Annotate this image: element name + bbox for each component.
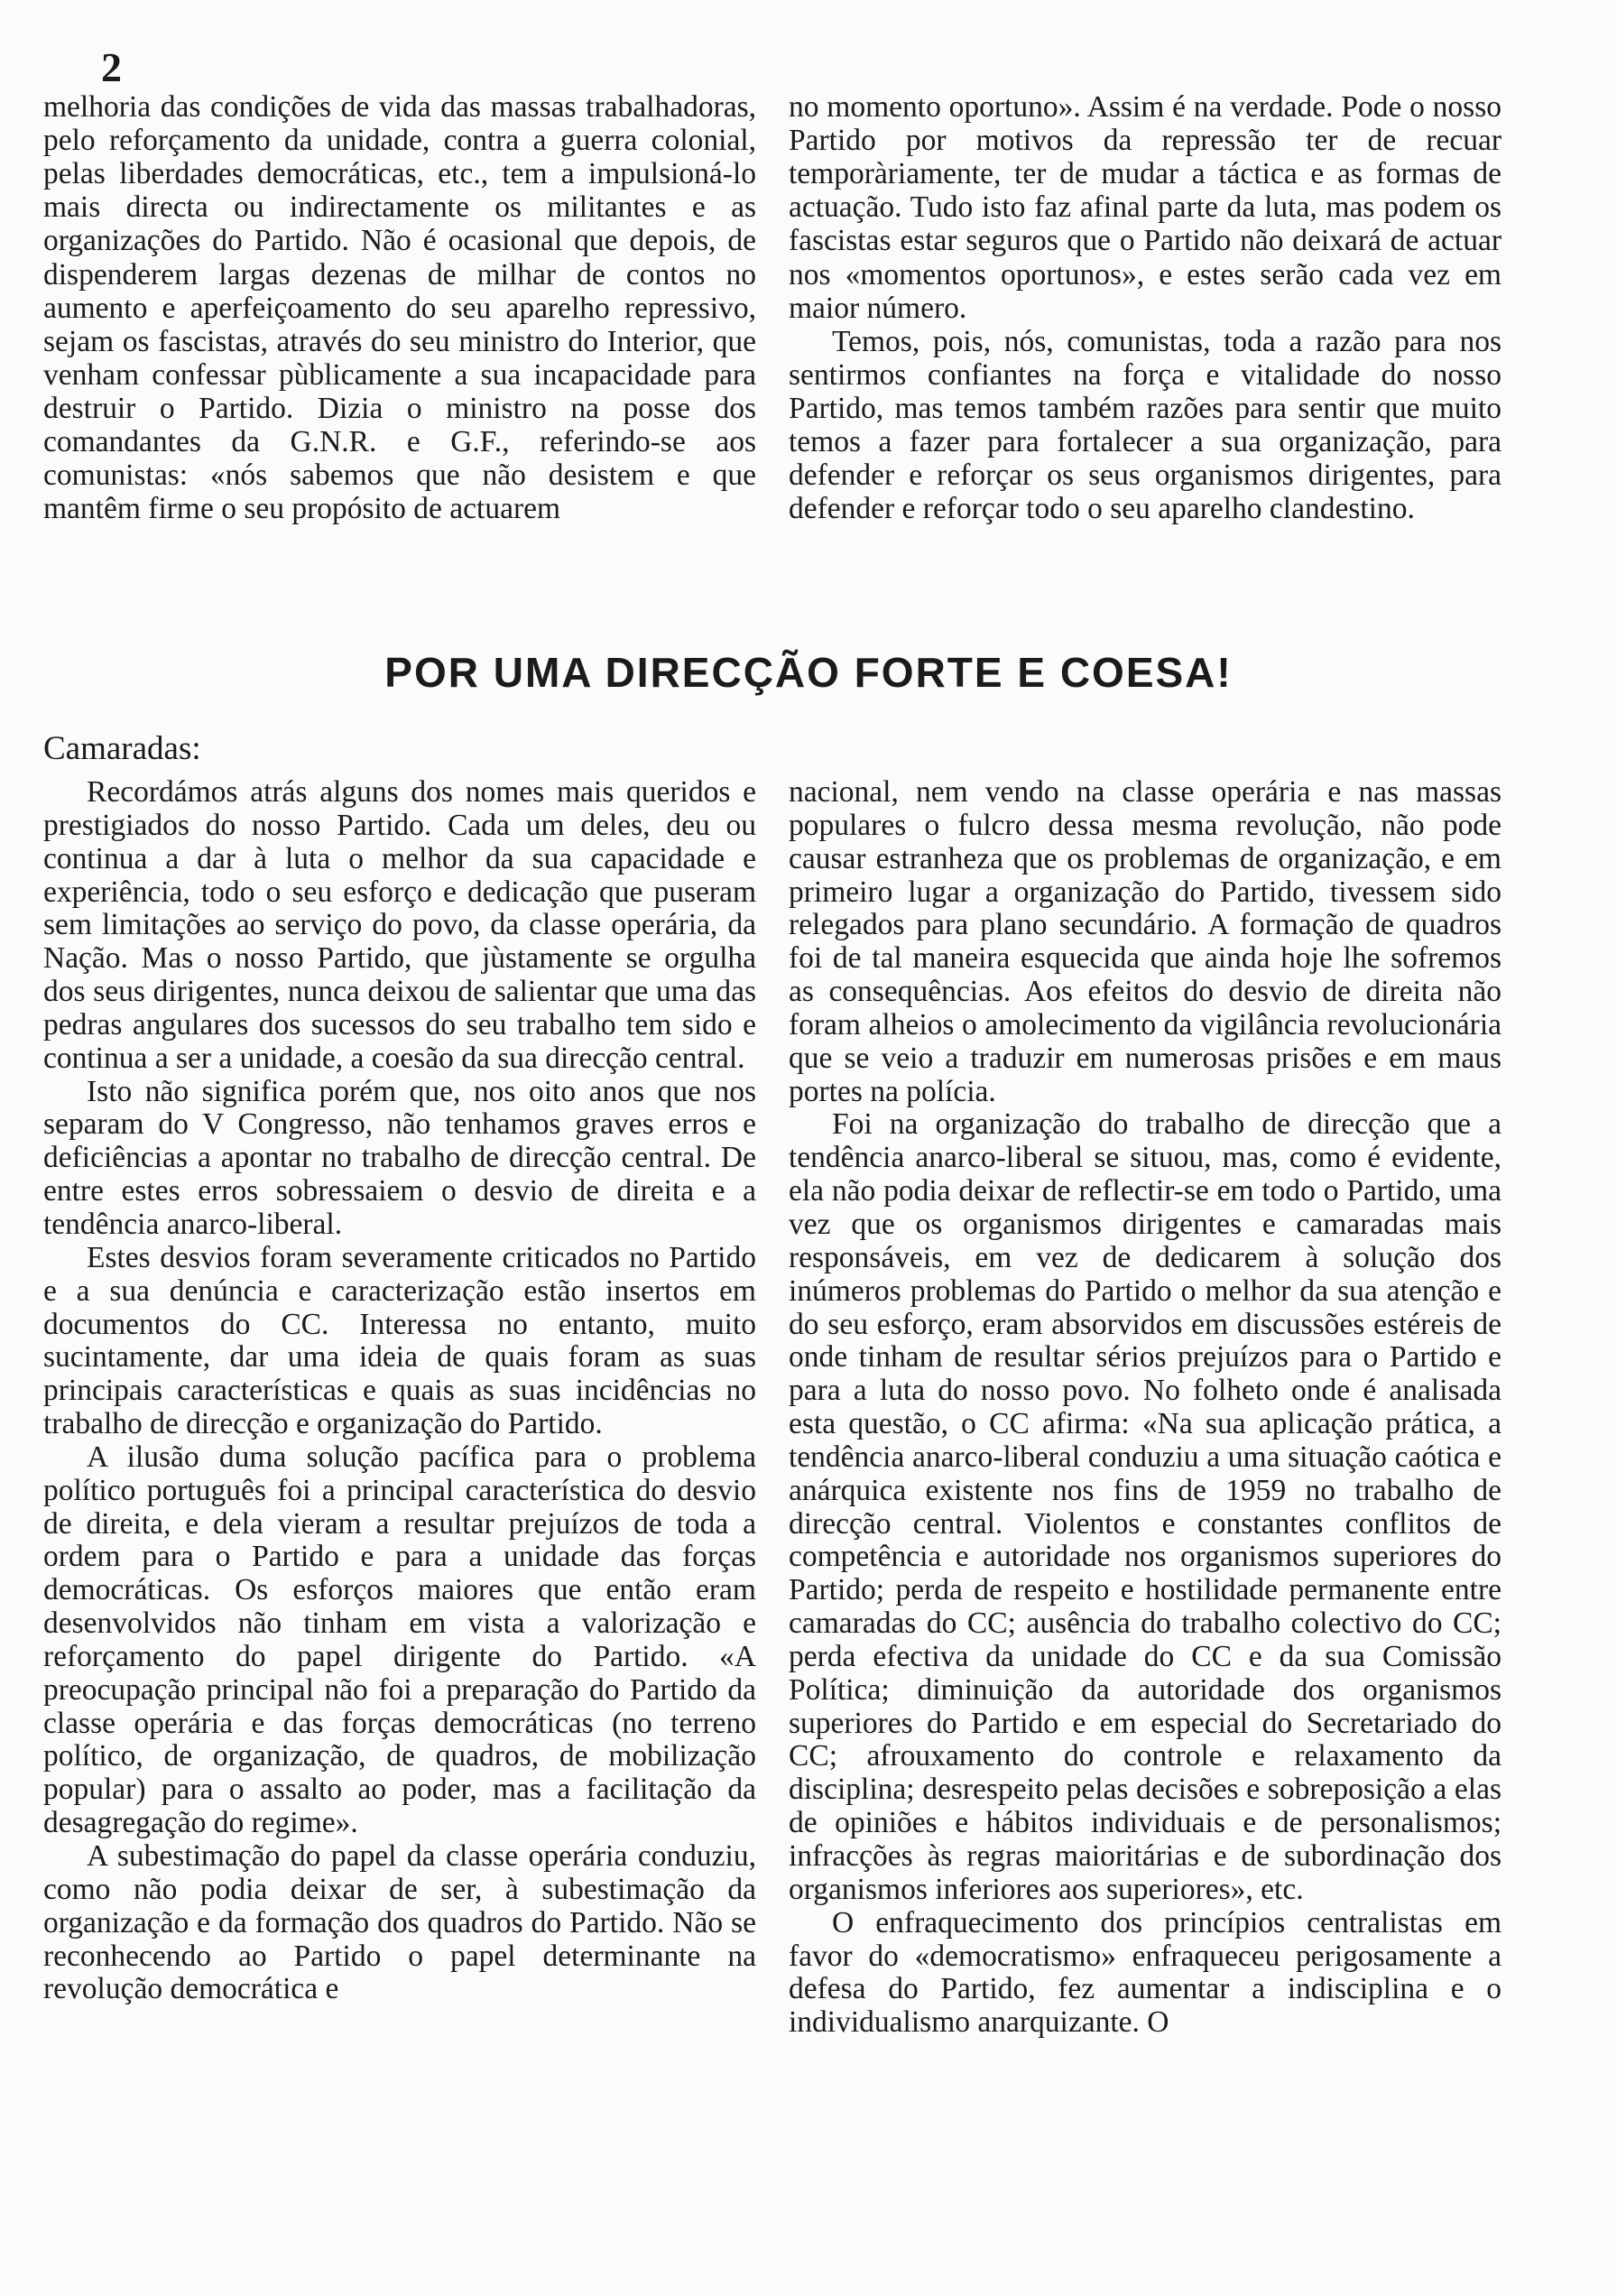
- paragraph: Recordámos atrás alguns dos nomes mais queridos e prestigiados do nosso Partido. Cada um deles, deu ou continua a dar à luta o melhor da sua capacidade e experiência, todo o seu esforço e dedicação que puseram sem limitações ao serviço do povo, da classe operária, da Nação. Mas o nosso Partido, que jùstamente se orgulha dos seus dirigentes, nunca deixou de salientar que uma das pedras angulares dos sucessos do seu trabalho tem sido e continua a ser a unidade, a coesão da sua direcção central.: [43, 775, 756, 1075]
- top-left-column: [43, 90, 756, 525]
- paragraph: A subestimação do papel da classe operária conduziu, como não podia deixar de ser, à subestimação da organização e da formação dos quadros do Partido. Não se reconhecendo ao Partido o papel determinante na revolução democrática e: [43, 1839, 756, 2006]
- paragraph: Estes desvios foram severamente criticados no Partido e a sua denúncia e caracterização estão insertos em documentos do CC. Interessa no entanto, muito sucintamente, dar uma ideia de quais foram as suas principais características e quais as suas incidências no trabalho de direcção e organização do Partido.: [43, 1240, 756, 1441]
- page-number: 2: [101, 44, 122, 90]
- body-right-column: [789, 776, 1502, 2040]
- section-heading: POR UMA DIRECÇÃO FORTE E COESA!: [384, 649, 1233, 696]
- paragraph: Isto não significa porém que, nos oito anos que nos separam do V Congresso, não tenhamos graves erros e deficiências a apontar no trabalho de direcção central. De entre estes erros sobressaiem o desvio de direita e a tendência anarco-liberal.: [43, 1074, 756, 1241]
- body-columns: [43, 776, 1502, 2040]
- top-right-column: [789, 90, 1502, 525]
- body-left-column: [43, 776, 756, 2040]
- top-columns: [43, 90, 1502, 525]
- paragraph: melhoria das condições de vida das massas trabalhadoras, pelo reforçamento da unidade, contra a guerra colonial, pelas liberdades democráticas, etc., tem a impulsioná-lo mais directa ou indirectamente os militantes e as organizações do Partido. Não é ocasional que depois, de dispenderem largas dezenas de milhar de contos no aumento e aperfeiçoamento do seu aparelho repressivo, sejam os fascistas, através do seu ministro do Interior, que venham confessar pùblicamente a sua incapacidade para destruir o Partido. Dizia o ministro na posse dos comandantes da G.N.R. e G.F., referindo-se aos comunistas: «nós sabemos que não desistem e que mantêm firme o seu propósito de actuarem: [43, 90, 756, 526]
- paragraph: Temos, pois, nós, comunistas, toda a razão para nos sentirmos confiantes na força e vitalidade do nosso Partido, mas temos também razões para sentir que muito temos a fazer para fortalecer a sua organização, para defender e reforçar os seus organismos dirigentes, para defender e reforçar todo o seu aparelho clandestino.: [789, 324, 1502, 526]
- paragraph: A ilusão duma solução pacífica para o problema político português foi a principal característica do desvio de direita, e dela vieram a resultar prejuízos de toda a ordem para o Partido e para a unidade das forças democráticas. Os esforços maiores que então eram desenvolvidos não tinham em vista a valorização e reforçamento do papel dirigente do Partido. «A preocupação principal não foi a preparação do Partido da classe operária e das forças democráticas (no terreno político, de organização, de quadros, de mobilização popular) para o assalto ao poder, mas a facilitação da desagregação do regime».: [43, 1440, 756, 1840]
- paragraph: no momento oportuno». Assim é na verdade. Pode o nosso Partido por motivos da repressão ter de recuar temporàriamente, ter de mudar a táctica e as formas de actuação. Tudo isto faz afinal parte da luta, mas podem os fascistas estar seguros que o Partido não deixará de actuar nos «momentos oportunos», e estes serão cada vez em maior número.: [789, 90, 1502, 325]
- paragraph: nacional, nem vendo na classe operária e nas massas populares o fulcro dessa mesma revolução, não pode causar estranheza que os problemas de organização, e em primeiro lugar a organização do Partido, tivessem sido relegados para plano secundário. A formação de quadros foi de tal maneira esquecida que ainda hoje lhe sofremos as consequências. Aos efeitos do desvio de direita não foram alheios o amolecimento da vigilância revolucionária que se veio a traduzir em numerosas prisões e em maus portes na polícia.: [789, 775, 1502, 1108]
- paragraph: Foi na organização do trabalho de direcção que a tendência anarco-liberal se situou, mas, como é evidente, ela não podia deixar de reflectir-se em todo o Partido, uma vez que os organismos dirigentes e camaradas mais responsáveis, em vez de dedicarem à solução dos inúmeros problemas do Partido o melhor da sua atenção e do seu esforço, eram absorvidos em discussões estéreis de onde tinham de resultar sérios prejuízos para o Partido e para a luta do nosso povo. No folheto onde é analisada esta questão, o CC afirma: «Na sua aplicação prática, a tendência anarco-liberal conduziu a uma situação caótica e anárquica existente nos fins de 1959 no trabalho de direcção central. Violentos e constantes conflitos de competência e autoridade nos organismos superiores do Partido; perda de respeito e hostilidade permanente entre camaradas do CC; ausência do trabalho colectivo do CC; perda efectiva da unidade do CC e da sua Comissão Política; diminuição da autoridade dos organismos superiores do Partido e em especial do Secretariado do CC; afrouxamento do controle e relaxamento da disciplina; desrespeito pelas decisões e sobreposição a elas de opiniões e hábitos individuais e de personalismos; infracções às regras maioritárias e de subordinação dos organismos inferiores aos superiores», etc.: [789, 1107, 1502, 1906]
- paragraph: O enfraquecimento dos princípios centralistas em favor do «democratismo» enfraqueceu perigosamente a defesa do Partido, fez aumentar a indisciplina e o individualismo anarquizante. O: [789, 1905, 1502, 2040]
- salutation: Camaradas:: [43, 730, 201, 767]
